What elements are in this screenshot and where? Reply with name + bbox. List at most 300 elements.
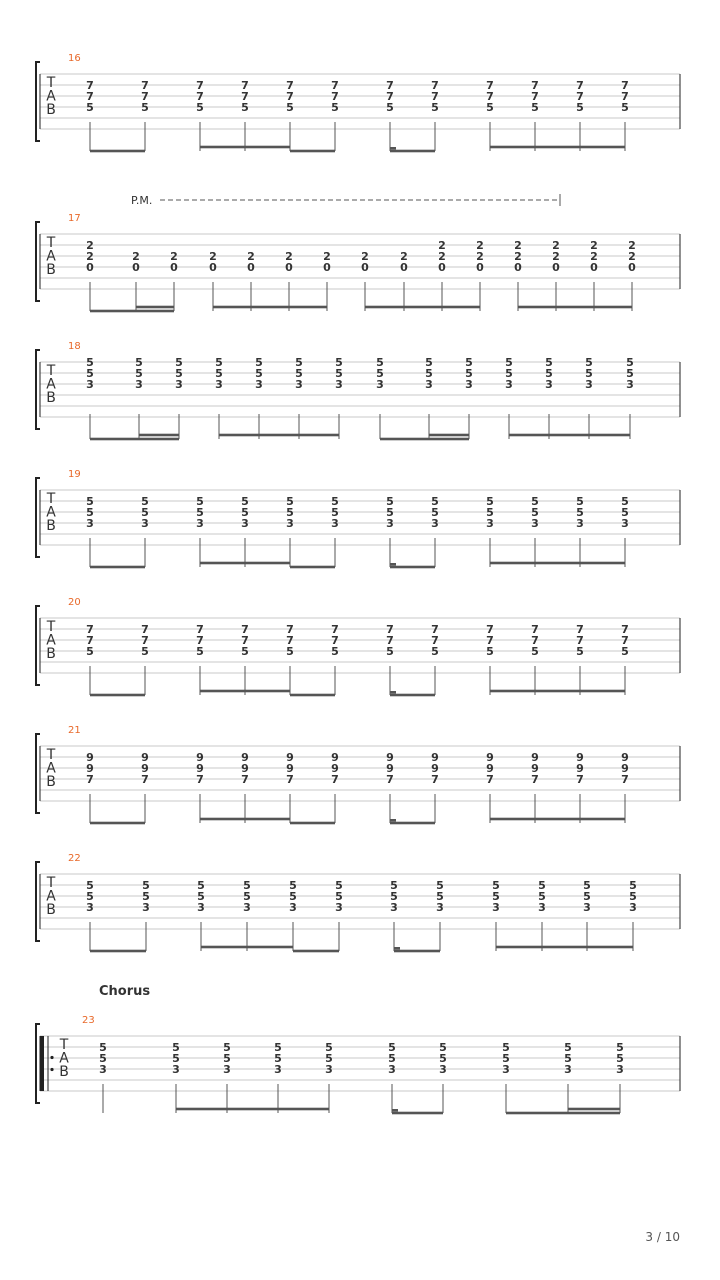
note-beam	[200, 690, 290, 693]
fret-number: 5	[576, 495, 584, 508]
fret-number: 0	[247, 261, 255, 274]
fret-number: 3	[390, 901, 398, 914]
fret-number: 5	[564, 1041, 572, 1054]
measure-number: 20	[68, 597, 81, 608]
measure-number: 18	[68, 341, 81, 352]
fret-number: 5	[583, 890, 591, 903]
fret-number: 2	[552, 250, 560, 263]
fret-number: 0	[361, 261, 369, 274]
fret-number: 5	[629, 879, 637, 892]
measure-number: 23	[82, 1015, 95, 1026]
tab-clef-letter: A	[46, 248, 56, 265]
beam-hook	[394, 947, 400, 950]
fret-number: 2	[476, 239, 484, 252]
fret-number: 5	[583, 879, 591, 892]
fret-number: 5	[376, 367, 384, 380]
fret-number: 5	[215, 367, 223, 380]
fret-number: 7	[241, 623, 249, 636]
fret-number: 5	[439, 1041, 447, 1054]
fret-number: 5	[243, 879, 251, 892]
fret-number: 3	[335, 378, 343, 391]
fret-number: 3	[538, 901, 546, 914]
beam-hook	[392, 1109, 398, 1112]
fret-number: 5	[86, 645, 94, 658]
tab-clef-letter: B	[46, 646, 56, 662]
fret-number: 9	[621, 762, 629, 775]
fret-number: 5	[286, 645, 294, 658]
fret-number: 5	[241, 506, 249, 519]
tab-clef-letter: T	[46, 75, 56, 91]
fret-number: 3	[585, 378, 593, 391]
fret-number: 5	[215, 356, 223, 369]
note-beam	[496, 946, 633, 949]
fret-number: 3	[255, 378, 263, 391]
fret-number: 2	[438, 250, 446, 263]
fret-number: 5	[175, 367, 183, 380]
measure-number: 19	[68, 469, 81, 480]
fret-number: 5	[241, 645, 249, 658]
fret-number: 3	[331, 517, 339, 530]
note-beam	[390, 822, 435, 825]
fret-number: 9	[486, 751, 494, 764]
fret-number: 5	[621, 495, 629, 508]
fret-number: 5	[86, 367, 94, 380]
fret-number: 3	[439, 1063, 447, 1076]
fret-number: 3	[626, 378, 634, 391]
repeat-dot	[50, 1056, 53, 1059]
fret-number: 5	[255, 356, 263, 369]
fret-number: 7	[621, 623, 629, 636]
fret-number: 5	[545, 356, 553, 369]
fret-number: 2	[170, 250, 178, 263]
system-bracket	[36, 62, 40, 141]
fret-number: 5	[86, 879, 94, 892]
fret-number: 0	[628, 261, 636, 274]
note-beam	[90, 310, 174, 313]
fret-number: 7	[576, 90, 584, 103]
fret-number: 5	[439, 1052, 447, 1065]
beam-hook	[390, 691, 396, 694]
tab-clef-letter: T	[46, 619, 56, 635]
fret-number: 5	[492, 879, 500, 892]
tab-system	[36, 984, 680, 1114]
fret-number: 5	[135, 356, 143, 369]
fret-number: 5	[616, 1041, 624, 1054]
fret-number: 7	[386, 79, 394, 92]
fret-number: 5	[141, 101, 149, 114]
fret-number: 2	[628, 250, 636, 263]
fret-number: 3	[505, 378, 513, 391]
fret-number: 5	[335, 367, 343, 380]
note-beam	[290, 822, 335, 825]
section-label: Chorus	[99, 984, 151, 999]
fret-number: 5	[295, 356, 303, 369]
fret-number: 5	[197, 890, 205, 903]
fret-number: 0	[400, 261, 408, 274]
note-beam	[509, 434, 630, 437]
fret-number: 5	[576, 645, 584, 658]
fret-number: 5	[274, 1052, 282, 1065]
fret-number: 0	[209, 261, 217, 274]
fret-number: 7	[286, 773, 294, 786]
tab-clef-letter: B	[46, 102, 56, 118]
fret-number: 7	[196, 634, 204, 647]
fret-number: 5	[465, 356, 473, 369]
fret-number: 5	[502, 1041, 510, 1054]
fret-number: 3	[335, 901, 343, 914]
fret-number: 2	[361, 250, 369, 263]
fret-number: 7	[331, 79, 339, 92]
beam-hook	[390, 147, 396, 150]
fret-number: 7	[576, 634, 584, 647]
fret-number: 5	[425, 356, 433, 369]
fret-number: 7	[486, 623, 494, 636]
fret-number: 5	[616, 1052, 624, 1065]
fret-number: 5	[486, 506, 494, 519]
fret-number: 5	[243, 890, 251, 903]
fret-number: 5	[141, 645, 149, 658]
fret-number: 5	[486, 101, 494, 114]
tab-clef-letter: B	[46, 902, 56, 918]
fret-number: 0	[514, 261, 522, 274]
fret-number: 5	[486, 495, 494, 508]
measure-number: 21	[68, 725, 81, 736]
tab-clef-letter: T	[46, 235, 56, 251]
fret-number: 3	[295, 378, 303, 391]
fret-number: 5	[142, 879, 150, 892]
tab-system	[36, 853, 680, 952]
beam-hook	[390, 563, 396, 566]
tab-system	[36, 469, 680, 568]
note-beam	[90, 822, 145, 825]
fret-number: 9	[531, 762, 539, 775]
fret-number: 3	[286, 517, 294, 530]
fret-number: 5	[390, 879, 398, 892]
note-beam	[506, 1112, 620, 1115]
fret-number: 7	[486, 90, 494, 103]
fret-number: 5	[241, 495, 249, 508]
fret-number: 5	[196, 645, 204, 658]
fret-number: 3	[86, 378, 94, 391]
palm-mute-label: P.M.	[131, 194, 153, 207]
fret-number: 7	[386, 90, 394, 103]
fret-number: 2	[590, 250, 598, 263]
note-beam	[429, 434, 469, 437]
fret-number: 3	[241, 517, 249, 530]
fret-number: 5	[585, 367, 593, 380]
fret-number: 5	[86, 495, 94, 508]
fret-number: 7	[486, 79, 494, 92]
tab-system	[36, 194, 680, 312]
fret-number: 0	[170, 261, 178, 274]
fret-number: 0	[476, 261, 484, 274]
fret-number: 5	[390, 890, 398, 903]
tab-clef-letter: T	[46, 491, 56, 507]
measure-number: 17	[68, 213, 81, 224]
note-beam	[568, 1108, 620, 1111]
note-beam	[390, 566, 435, 569]
fret-number: 5	[531, 645, 539, 658]
fret-number: 5	[386, 506, 394, 519]
fret-number: 9	[576, 762, 584, 775]
repeat-thick-bar	[40, 1036, 44, 1091]
fret-number: 3	[243, 901, 251, 914]
fret-number: 7	[86, 623, 94, 636]
fret-number: 5	[431, 495, 439, 508]
fret-number: 9	[486, 762, 494, 775]
fret-number: 2	[628, 239, 636, 252]
fret-number: 5	[331, 495, 339, 508]
fret-number: 5	[223, 1041, 231, 1054]
fret-number: 7	[241, 773, 249, 786]
fret-number: 0	[86, 261, 94, 274]
fret-number: 3	[86, 901, 94, 914]
tab-clef-letter: A	[46, 760, 56, 777]
tab-system	[36, 597, 680, 696]
fret-number: 7	[431, 773, 439, 786]
tab-system	[36, 725, 680, 824]
fret-number: 7	[331, 773, 339, 786]
fret-number: 2	[590, 239, 598, 252]
measure-number: 22	[68, 853, 81, 864]
fret-number: 5	[141, 506, 149, 519]
system-bracket	[36, 478, 40, 557]
fret-number: 5	[289, 890, 297, 903]
fret-number: 5	[576, 101, 584, 114]
tab-clef-letter: A	[46, 888, 56, 905]
note-beam	[290, 694, 335, 697]
fret-number: 5	[626, 367, 634, 380]
note-beam	[490, 818, 625, 821]
fret-number: 5	[386, 101, 394, 114]
note-beam	[90, 150, 145, 153]
fret-number: 0	[552, 261, 560, 274]
note-beam	[136, 306, 174, 309]
fret-number: 7	[486, 634, 494, 647]
fret-number: 5	[564, 1052, 572, 1065]
fret-number: 9	[286, 751, 294, 764]
fret-number: 3	[388, 1063, 396, 1076]
fret-number: 5	[538, 890, 546, 903]
fret-number: 2	[86, 239, 94, 252]
fret-number: 7	[386, 634, 394, 647]
fret-number: 3	[142, 901, 150, 914]
fret-number: 3	[629, 901, 637, 914]
fret-number: 7	[86, 773, 94, 786]
fret-number: 9	[196, 751, 204, 764]
fret-number: 5	[86, 890, 94, 903]
fret-number: 2	[86, 250, 94, 263]
fret-number: 5	[621, 101, 629, 114]
fret-number: 5	[86, 101, 94, 114]
system-bracket	[36, 1024, 40, 1103]
fret-number: 9	[196, 762, 204, 775]
fret-number: 5	[286, 101, 294, 114]
fret-number: 7	[331, 634, 339, 647]
fret-number: 5	[99, 1041, 107, 1054]
fret-number: 7	[531, 623, 539, 636]
tab-clef-letter: T	[46, 875, 56, 891]
note-beam	[392, 1112, 443, 1115]
fret-number: 3	[99, 1063, 107, 1076]
fret-number: 0	[285, 261, 293, 274]
note-beam	[139, 434, 179, 437]
fret-number: 5	[531, 495, 539, 508]
fret-number: 9	[431, 751, 439, 764]
fret-number: 9	[386, 751, 394, 764]
fret-number: 3	[616, 1063, 624, 1076]
fret-number: 9	[241, 762, 249, 775]
fret-number: 0	[438, 261, 446, 274]
system-bracket	[36, 734, 40, 813]
fret-number: 7	[286, 79, 294, 92]
fret-number: 5	[325, 1052, 333, 1065]
fret-number: 5	[241, 101, 249, 114]
fret-number: 7	[86, 634, 94, 647]
fret-number: 3	[86, 517, 94, 530]
note-beam	[290, 150, 335, 153]
fret-number: 2	[552, 239, 560, 252]
tab-clef-letter: T	[46, 363, 56, 379]
fret-number: 5	[425, 367, 433, 380]
fret-number: 9	[141, 751, 149, 764]
tab-system	[36, 341, 680, 440]
fret-number: 3	[431, 517, 439, 530]
fret-number: 5	[223, 1052, 231, 1065]
fret-number: 5	[86, 356, 94, 369]
fret-number: 2	[247, 250, 255, 263]
fret-number: 5	[274, 1041, 282, 1054]
fret-number: 7	[576, 773, 584, 786]
fret-number: 9	[86, 762, 94, 775]
fret-number: 2	[476, 250, 484, 263]
fret-number: 5	[175, 356, 183, 369]
fret-number: 5	[436, 879, 444, 892]
fret-number: 5	[486, 645, 494, 658]
fret-number: 5	[335, 879, 343, 892]
fret-number: 3	[486, 517, 494, 530]
fret-number: 5	[531, 506, 539, 519]
note-beam	[490, 690, 625, 693]
fret-number: 3	[576, 517, 584, 530]
fret-number: 7	[241, 90, 249, 103]
fret-number: 2	[209, 250, 217, 263]
fret-number: 3	[141, 517, 149, 530]
fret-number: 3	[197, 901, 205, 914]
page-number: 3 / 10	[645, 1230, 680, 1244]
fret-number: 7	[486, 773, 494, 786]
note-beam	[201, 946, 293, 949]
fret-number: 5	[255, 367, 263, 380]
note-beam	[290, 566, 335, 569]
fret-number: 3	[425, 378, 433, 391]
fret-number: 7	[621, 634, 629, 647]
fret-number: 7	[331, 90, 339, 103]
beam-hook	[390, 819, 396, 822]
note-beam	[200, 146, 290, 149]
fret-number: 3	[545, 378, 553, 391]
fret-number: 9	[621, 751, 629, 764]
fret-number: 9	[331, 751, 339, 764]
fret-number: 5	[295, 367, 303, 380]
note-beam	[490, 146, 625, 149]
fret-number: 9	[531, 751, 539, 764]
fret-number: 3	[289, 901, 297, 914]
fret-number: 5	[431, 101, 439, 114]
fret-number: 5	[505, 367, 513, 380]
fret-number: 9	[431, 762, 439, 775]
system-bracket	[36, 862, 40, 941]
fret-number: 9	[331, 762, 339, 775]
note-beam	[390, 150, 435, 153]
tab-clef-letter: B	[46, 390, 56, 406]
repeat-dot	[50, 1068, 53, 1071]
fret-number: 5	[502, 1052, 510, 1065]
fret-number: 7	[431, 634, 439, 647]
fret-number: 5	[325, 1041, 333, 1054]
fret-number: 5	[465, 367, 473, 380]
fret-number: 7	[621, 90, 629, 103]
fret-number: 5	[376, 356, 384, 369]
note-beam	[219, 434, 339, 437]
fret-number: 5	[172, 1041, 180, 1054]
fret-number: 5	[545, 367, 553, 380]
note-beam	[90, 438, 179, 441]
fret-number: 5	[196, 495, 204, 508]
tab-clef-letter: B	[46, 774, 56, 790]
fret-number: 3	[215, 378, 223, 391]
fret-number: 5	[99, 1052, 107, 1065]
note-beam	[293, 950, 339, 953]
fret-number: 7	[196, 773, 204, 786]
fret-number: 5	[626, 356, 634, 369]
fret-number: 7	[286, 623, 294, 636]
fret-number: 5	[576, 506, 584, 519]
fret-number: 5	[172, 1052, 180, 1065]
fret-number: 7	[196, 623, 204, 636]
fret-number: 7	[386, 773, 394, 786]
fret-number: 2	[514, 239, 522, 252]
fret-number: 0	[323, 261, 331, 274]
fret-number: 7	[386, 623, 394, 636]
tab-clef-letter: A	[46, 632, 56, 649]
note-beam	[200, 818, 290, 821]
fret-number: 5	[431, 506, 439, 519]
fret-number: 2	[514, 250, 522, 263]
fret-number: 5	[335, 356, 343, 369]
note-beam	[213, 306, 327, 309]
fret-number: 5	[196, 506, 204, 519]
note-beam	[90, 694, 145, 697]
fret-number: 2	[132, 250, 140, 263]
note-beam	[490, 562, 625, 565]
note-beam	[176, 1108, 329, 1111]
fret-number: 7	[196, 79, 204, 92]
fret-number: 7	[141, 634, 149, 647]
note-beam	[200, 562, 290, 565]
fret-number: 9	[576, 751, 584, 764]
fret-number: 9	[141, 762, 149, 775]
fret-number: 5	[197, 879, 205, 892]
fret-number: 5	[621, 506, 629, 519]
fret-number: 2	[323, 250, 331, 263]
fret-number: 7	[621, 79, 629, 92]
fret-number: 7	[141, 773, 149, 786]
fret-number: 3	[175, 378, 183, 391]
note-beam	[90, 566, 145, 569]
note-beam	[380, 438, 469, 441]
fret-number: 5	[196, 101, 204, 114]
